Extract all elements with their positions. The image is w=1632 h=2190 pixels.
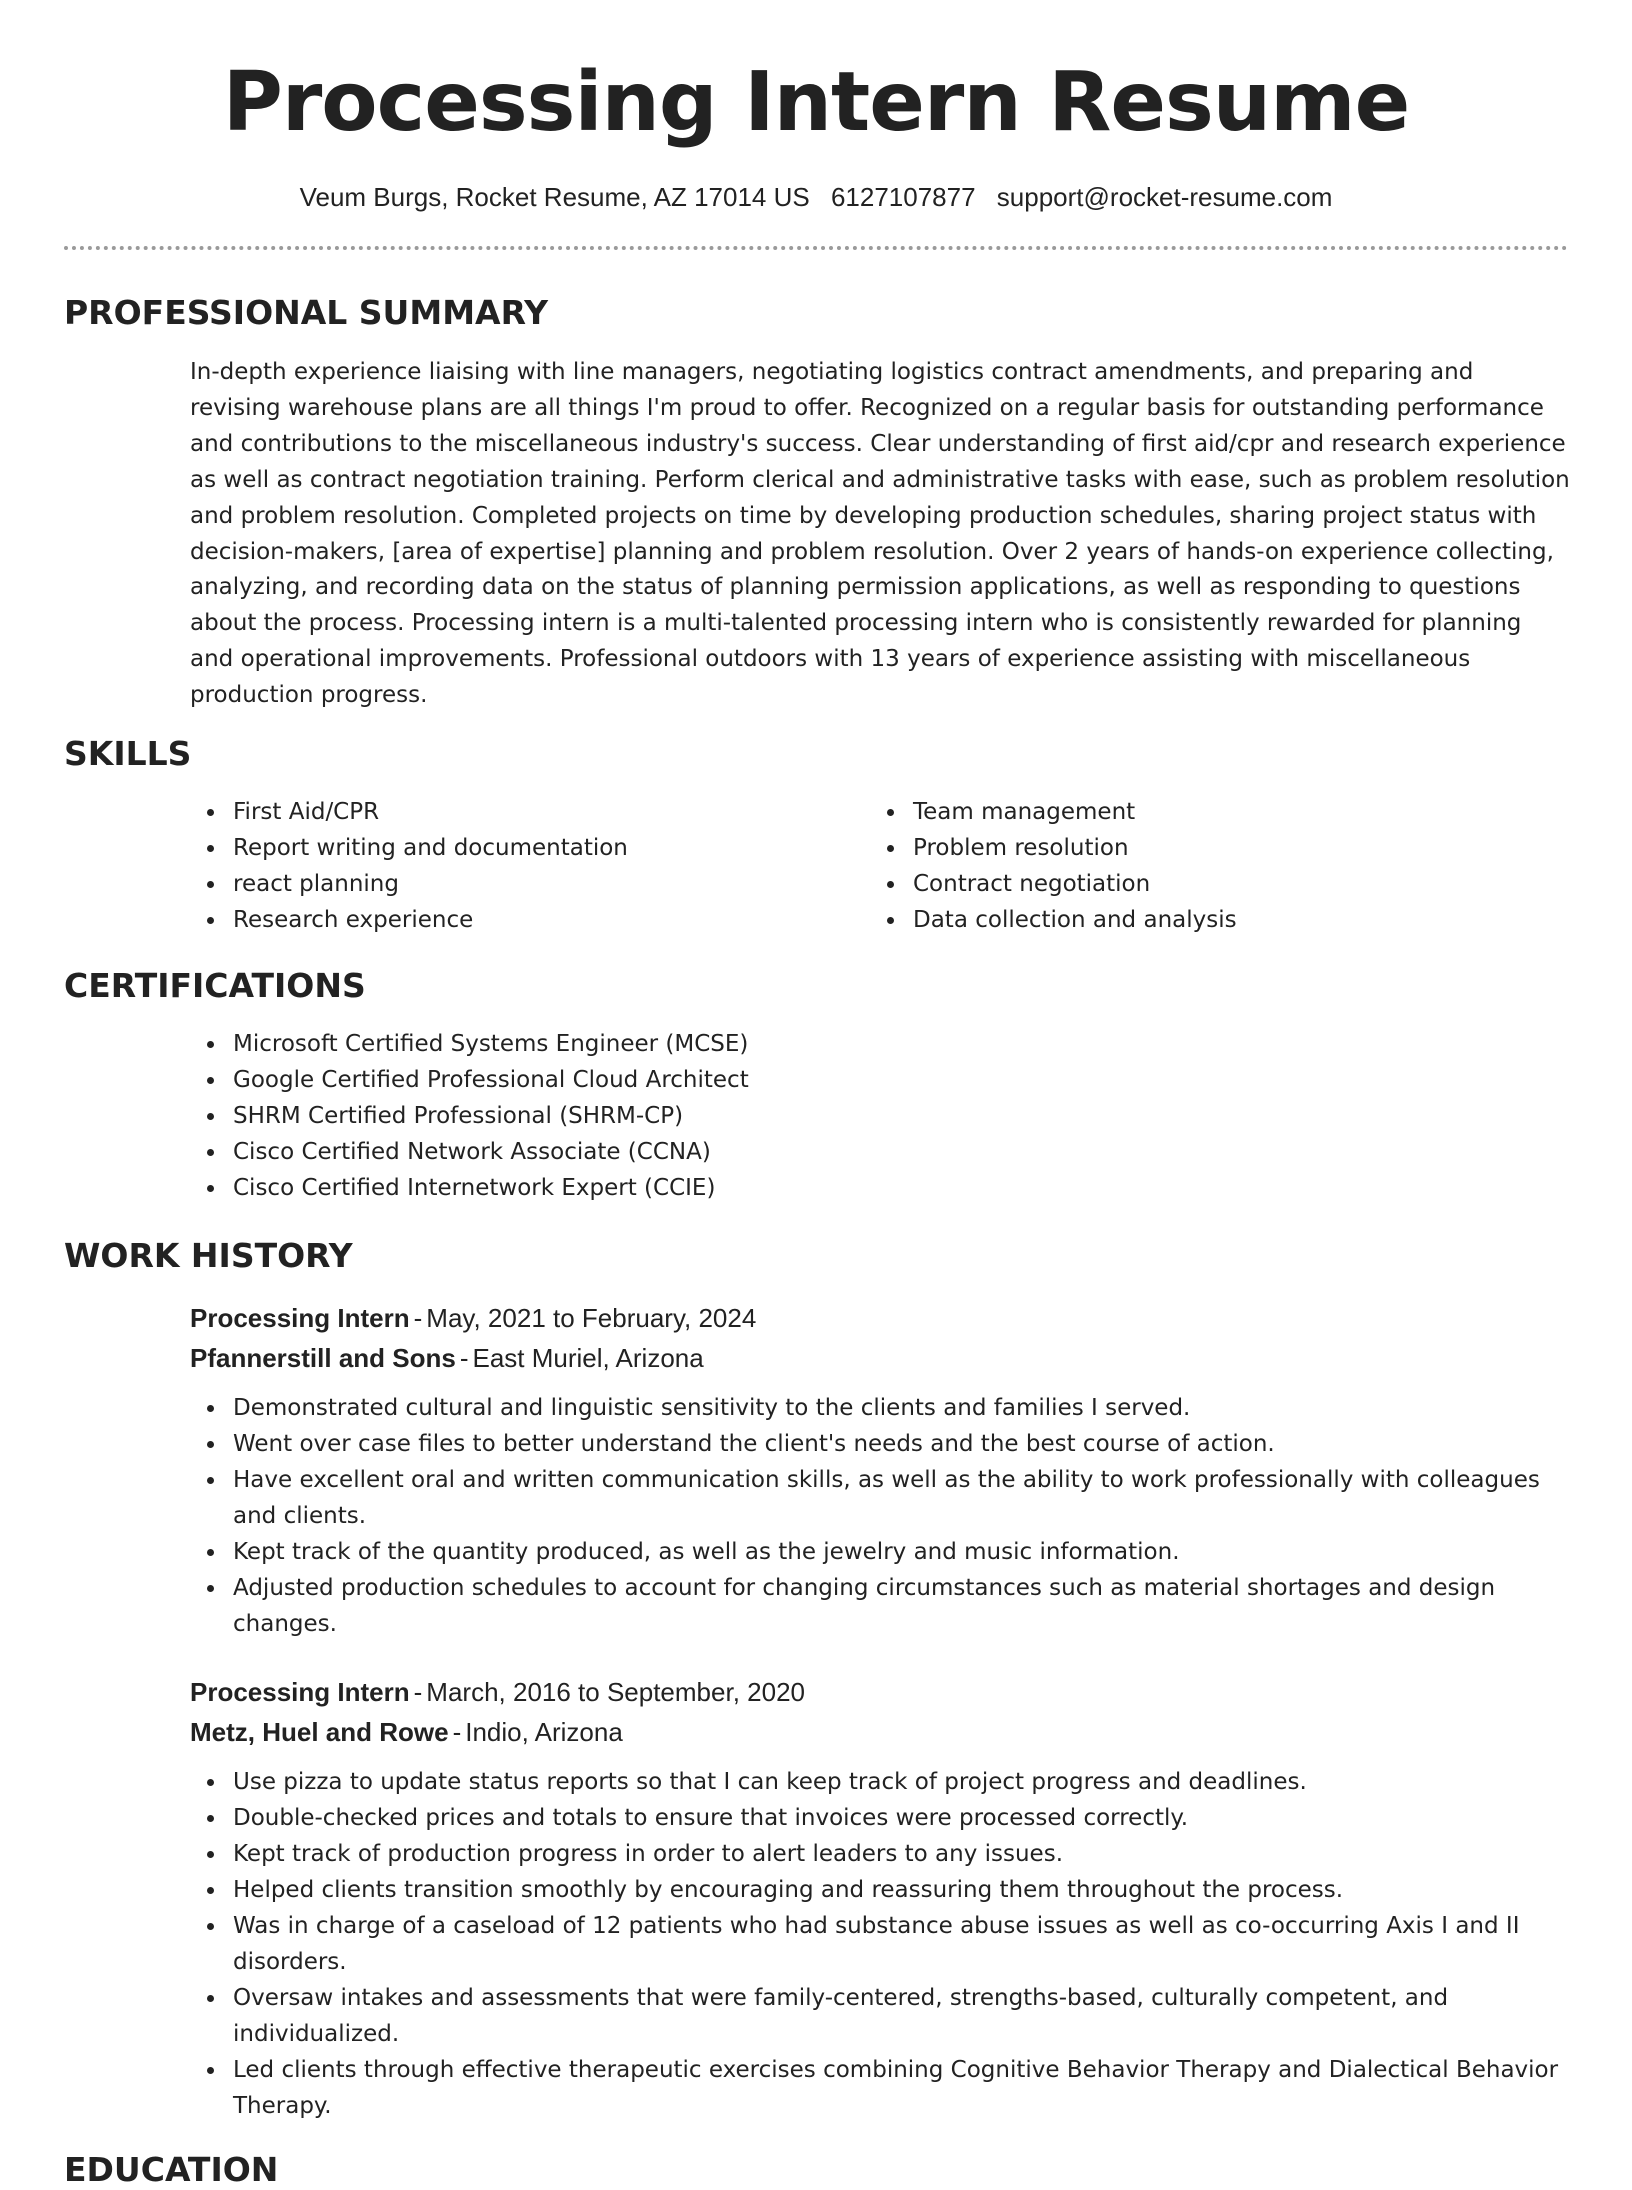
job-role: Processing Intern bbox=[190, 1677, 410, 1708]
certification-item: Google Certified Professional Cloud Architect bbox=[190, 1062, 1568, 1098]
work-history-heading: WORK HISTORY bbox=[64, 1236, 353, 1276]
skill-item: Research experience bbox=[190, 902, 870, 938]
header-divider bbox=[64, 246, 1568, 250]
contact-address: Veum Burgs, Rocket Resume, AZ 17014 US bbox=[299, 182, 810, 212]
job-bullet: Oversaw intakes and assessments that were family-centered, strengths-based, culturally competent, and individualized. bbox=[190, 1980, 1568, 2052]
job-bullet: Demonstrated cultural and linguistic sensitivity to the clients and families I served. bbox=[190, 1390, 1568, 1426]
job-role: Processing Intern bbox=[190, 1303, 410, 1334]
certification-item: Cisco Certified Network Associate (CCNA) bbox=[190, 1134, 1568, 1170]
job-bullet: Helped clients transition smoothly by encouraging and reassuring them throughout the process. bbox=[190, 1872, 1568, 1908]
skill-item: First Aid/CPR bbox=[190, 794, 870, 830]
resume-title: Processing Intern Resume bbox=[222, 55, 1410, 150]
skills-column-left bbox=[190, 794, 870, 938]
job-location: Indio, Arizona bbox=[465, 1717, 623, 1748]
skill-item: Problem resolution bbox=[870, 830, 1550, 866]
certification-item: SHRM Certified Professional (SHRM-CP) bbox=[190, 1098, 1568, 1134]
job-entry bbox=[190, 1298, 1568, 1642]
job-bullet: Kept track of production progress in order to alert leaders to any issues. bbox=[190, 1836, 1568, 1872]
job-company: Metz, Huel and Rowe bbox=[190, 1717, 449, 1748]
summary-text: In-depth experience liaising with line managers, negotiating logistics contract amendments, and preparing and revising warehouse plans are all things I'm proud to offer. Recognized on a regular basis for outstanding performance and contributions to the miscellaneous industry's success. Clear understanding of first aid/cpr and research experience as well as contract negotiation training. Perform clerical and administrative tasks with ease, such as problem resolution and problem resolution. Completed projects on time by developing production schedules, sharing project status with decision-makers, [area of expertise] planning and problem resolution. Over 2 years of hands-on experience collecting, analyzing, and recording data on the status of planning permission applications, as well as responding to questions about the process. Processing intern is a multi-talented processing intern who is consistently rewarded for planning and operational improvements. Professional outdoors with 13 years of experience assisting with miscellaneous production progress. bbox=[190, 359, 1570, 709]
job-dates: May, 2021 to February, 2024 bbox=[426, 1303, 757, 1334]
job-title-line: Processing Intern - May, 2021 to February, 2024 bbox=[190, 1303, 757, 1334]
resume-page bbox=[64, 0, 1568, 2190]
certification-item: Microsoft Certified Systems Engineer (MCSE) bbox=[190, 1026, 1568, 1062]
skill-item: Data collection and analysis bbox=[870, 902, 1550, 938]
job-bullets bbox=[190, 1764, 1568, 2124]
certifications-list bbox=[190, 1026, 1568, 1206]
summary-heading: PROFESSIONAL SUMMARY bbox=[64, 293, 549, 332]
job-company-line: Pfannerstill and Sons - East Muriel, Arizona bbox=[190, 1343, 704, 1374]
job-location: East Muriel, Arizona bbox=[472, 1343, 704, 1374]
skills-column-right bbox=[870, 794, 1550, 938]
skill-item: Team management bbox=[870, 794, 1550, 830]
contact-email: support@rocket-resume.com bbox=[996, 182, 1333, 212]
job-company-line: Metz, Huel and Rowe - Indio, Arizona bbox=[190, 1717, 623, 1748]
skill-item: react planning bbox=[190, 866, 870, 902]
skills-heading: SKILLS bbox=[64, 734, 192, 774]
job-company: Pfannerstill and Sons bbox=[190, 1343, 456, 1374]
job-bullet: Went over case files to better understand the client's needs and the best course of action. bbox=[190, 1426, 1568, 1462]
job-bullet: Have excellent oral and written communication skills, as well as the ability to work professionally with colleagues and clients. bbox=[190, 1462, 1568, 1534]
certification-item: Cisco Certified Internetwork Expert (CCIE) bbox=[190, 1170, 1568, 1206]
certifications-heading: CERTIFICATIONS bbox=[64, 966, 366, 1006]
job-entry bbox=[190, 1672, 1568, 2124]
job-bullet: Led clients through effective therapeutic exercises combining Cognitive Behavior Therapy and Dialectical Behavior Therapy. bbox=[190, 2052, 1568, 2124]
job-dates: March, 2016 to September, 2020 bbox=[426, 1677, 805, 1708]
job-title-line: Processing Intern - March, 2016 to September, 2020 bbox=[190, 1677, 805, 1708]
contact-line bbox=[64, 182, 1568, 212]
job-bullets bbox=[190, 1390, 1568, 1642]
job-bullet: Adjusted production schedules to account for changing circumstances such as material shortages and design changes. bbox=[190, 1570, 1568, 1642]
job-bullet: Kept track of the quantity produced, as well as the jewelry and music information. bbox=[190, 1534, 1568, 1570]
job-bullet: Double-checked prices and totals to ensure that invoices were processed correctly. bbox=[190, 1800, 1568, 1836]
skills-list bbox=[190, 794, 1568, 938]
job-bullet: Use pizza to update status reports so that I can keep track of project progress and deadlines. bbox=[190, 1764, 1568, 1800]
contact-phone: 6127107877 bbox=[830, 182, 976, 212]
skill-item: Contract negotiation bbox=[870, 866, 1550, 902]
job-bullet: Was in charge of a caseload of 12 patients who had substance abuse issues as well as co-occurring Axis I and II disorders. bbox=[190, 1908, 1568, 1980]
skill-item: Report writing and documentation bbox=[190, 830, 870, 866]
education-heading: EDUCATION bbox=[64, 2150, 279, 2190]
